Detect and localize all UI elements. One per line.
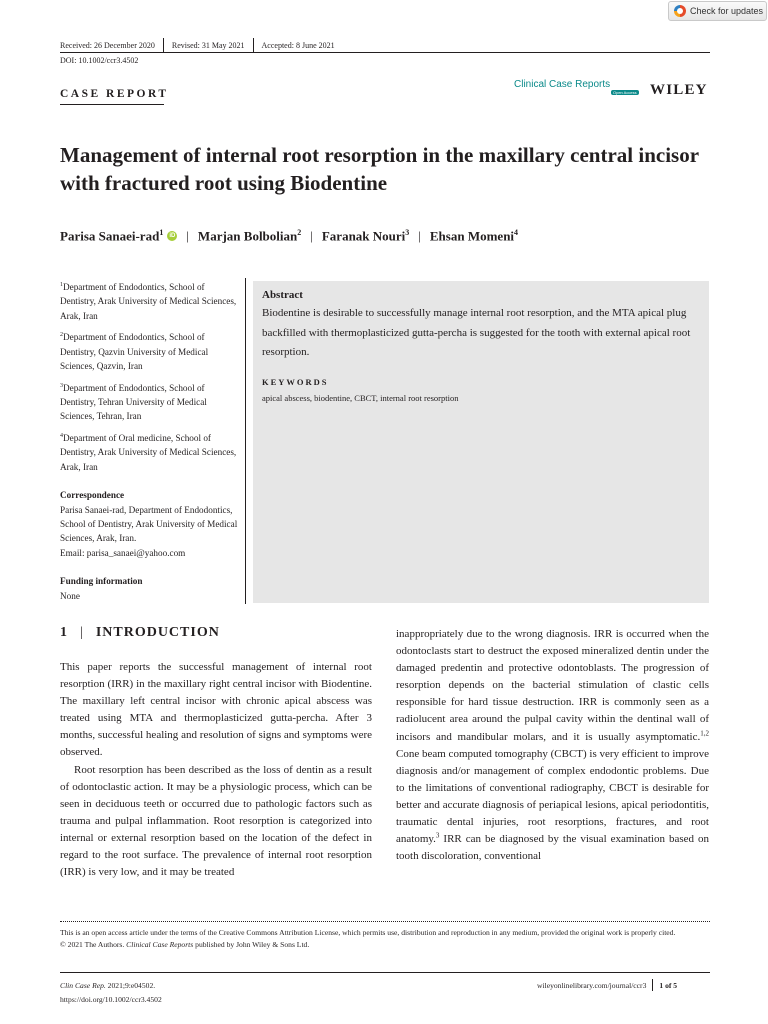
keywords-text: apical abscess, biodentine, CBCT, internal root resorption <box>262 392 459 403</box>
page-number: 1 of 5 <box>659 980 678 990</box>
affiliation: $^3$Department of Endodontics, School of Dentistry, Tehran University of Medical Sciences, Tehran, Iran <box>60 382 207 422</box>
article-title: Management of internal root resorption in the maxillary central incisor with fractured root using Biodentine <box>60 143 699 195</box>
journal-logo[interactable]: Clinical Case Reports <box>514 79 611 90</box>
citation[interactable]: 1,2 <box>700 728 709 737</box>
author-name[interactable]: Ehsan Momeni$^4$ <box>429 228 519 244</box>
footer-rule <box>60 972 710 973</box>
right-column <box>396 626 709 865</box>
correspondence-text: Parisa Sanaei-rad, Department of Endodontics, School of Dentistry, Arak University of Medical Sciences, Arak, Iran. <box>60 504 238 544</box>
author-separator: | <box>186 228 189 244</box>
license-text: This is an open access article under the terms of the Creative Commons Attribution License, which permits use, distribution and reproduction in any medium, provided the original work is properly cited. <box>60 928 676 937</box>
paragraph: This paper reports the successful management of internal root resorption (IRR) in the maxillary right central incisor with Biodentine. The maxillary left central incisor with chronic apical abscess was treated using MTA and thermoplasticized gutta-percha. After 3 months, successful healing and resolution of signs and symptoms were observed. <box>60 661 372 759</box>
open-access-badge: Open Access <box>613 90 637 95</box>
author-separator: | <box>310 228 313 244</box>
abstract-box <box>253 281 709 603</box>
section-label-underline <box>60 104 164 105</box>
affiliations-sidebar <box>60 278 238 608</box>
footnote-divider <box>60 921 710 922</box>
accepted-date: Accepted: 8 June 2021 <box>261 40 335 50</box>
author-name[interactable]: Faranak Nouri$^3$ <box>321 228 410 244</box>
received-date: Received: 26 December 2020 <box>60 40 155 50</box>
abstract-heading: Abstract <box>262 289 303 301</box>
funding <box>60 574 238 603</box>
section-separator: | <box>80 625 84 640</box>
journal-site-link[interactable]: wileyonlinelibrary.com/journal/ccr3 <box>537 980 647 990</box>
keywords-heading: KEYWORDS <box>262 376 329 387</box>
funding-label: Funding information <box>60 576 143 587</box>
date-separator <box>163 38 164 52</box>
author-name[interactable]: Marjan Bolbolian$^2$ <box>197 228 302 244</box>
affiliation: $^1$Department of Endodontics, School of Dentistry, Arak University of Medical Sciences, Arak, Iran <box>60 282 237 321</box>
paragraph: inappropriately due to the wrong diagnosis. IRR is occurred when the odontoclasts start to destruct the exposed mineralized dentin under the damaged predentin and protective odontoblasts. The progression of resorption depends on the bacterial stimulation of clastic cells responsible for hard tissue destruction. IRR is commonly seen as a radiolucent area around the pulpal cavity within the dentinal wall of incisors and mandibular molars, and it is usually asymptomatic.$^{1,2}$ Cone beam computed tomography (CBCT) is very efficient to improve diagnosis and/or management of complex endodontic problems. Due to the limitations of conventional radiography, CBCT is desirable for better and accurate diagnosis of periapical lesions, apical periodontitis, traumatic dental injuries, root resorptions, fractures, and root anatomy.$^3$ IRR can be diagnosed by the visual examination based on tooth discoloration, conventional <box>396 628 709 863</box>
check-for-updates-label: Check for updates <box>690 6 764 16</box>
author-name[interactable]: Parisa Sanaei-rad$^1$ <box>60 228 164 244</box>
correspondence-email[interactable]: Email: parisa_sanaei@yahoo.com <box>60 547 186 558</box>
crossmark-icon <box>674 5 686 17</box>
publisher-logo[interactable]: WILEY <box>650 82 708 98</box>
revised-date: Revised: 31 May 2021 <box>171 40 245 50</box>
footer-separator <box>652 979 653 991</box>
author-list <box>60 228 518 244</box>
affiliation: $^2$Department of Endodontics, School of Dentistry, Qazvin University of Medical Sciences, Qazvin, Iran <box>60 332 209 372</box>
doi: DOI: 10.1002/ccr3.4502 <box>60 56 139 65</box>
date-separator <box>253 38 254 52</box>
footer-citation: Clin Case Rep. 2021;9:e04502. https://doi.org/10.1002/ccr3.4502 <box>60 979 162 1007</box>
abstract-text: Biodentine is desirable to successfully manage internal root resorption, and the MTA apical plug backfilled with thermoplasticized gutta-percha is suggested for the tooth with external apical root resorption. <box>262 307 691 358</box>
footer-right <box>537 979 677 991</box>
orcid-icon[interactable]: iD <box>169 233 176 240</box>
article-dates <box>60 38 335 52</box>
section-heading <box>60 625 220 641</box>
funding-text: None <box>60 590 80 601</box>
left-column <box>60 659 372 881</box>
author-separator: | <box>418 228 421 244</box>
correspondence <box>60 488 238 560</box>
doi-link[interactable]: https://doi.org/10.1002/ccr3.4502 <box>60 995 162 1004</box>
check-for-updates-button[interactable] <box>668 1 767 21</box>
sidebar-divider <box>245 278 246 604</box>
correspondence-label: Correspondence <box>60 490 125 501</box>
section-title: INTRODUCTION <box>95 625 220 640</box>
citation[interactable]: 3 <box>435 831 440 840</box>
section-number: 1 <box>60 625 68 640</box>
header-rule <box>60 52 710 53</box>
section-label: CASE REPORT <box>60 88 169 100</box>
affiliation: $^4$Department of Oral medicine, School of Dentistry, Arak University of Medical Sciences, Arak, Iran <box>60 432 237 472</box>
copyright: © 2021 The Authors. Clinical Case Reports published by John Wiley & Sons Ltd. <box>60 940 310 949</box>
paragraph: Root resorption has been described as the loss of dentin as a result of odontoclastic action. It may be a physiologic process, which can be seen in deciduous teeth or occurred due to pathologic factors such as trauma and pulpal inflammation. Root resorption is categorized into internal or external resorption based on the location of the defect in regard to the root surface. The prevalence of internal root resorption (IRR) is very low, and it may be treated <box>60 763 372 879</box>
license-notice <box>60 927 710 951</box>
